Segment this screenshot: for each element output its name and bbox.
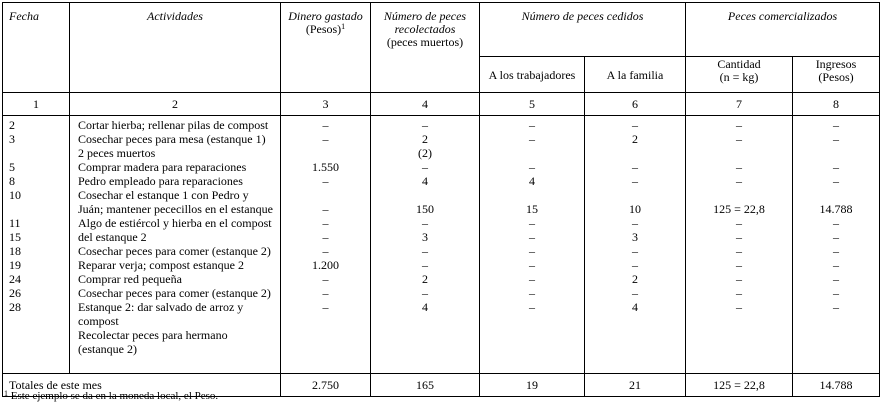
header-actividades: Actividades — [70, 3, 281, 93]
cell-familia — [585, 329, 685, 343]
col-trabajadores — [480, 116, 585, 374]
cell-actividades: Cosechar el estanque 1 con Pedro y — [78, 189, 249, 202]
totals-dinero: 2.750 — [281, 374, 371, 397]
cell-dinero — [281, 357, 370, 371]
header-familia: A la familia — [585, 57, 686, 93]
cell-actividades: Cosechar peces para comer (estanque 2) — [78, 287, 271, 300]
cell-trabajadores — [480, 343, 584, 357]
header-dinero-line2: (Pesos) — [305, 22, 342, 36]
cell-ingresos: – — [833, 273, 840, 286]
footnote-marker: 1 — [4, 389, 8, 398]
header-dinero-line1: Dinero gastado — [288, 9, 363, 23]
cell-cantidad: – — [736, 273, 743, 286]
cell-ingresos: – — [833, 287, 840, 300]
cell-fecha: 28 — [9, 301, 21, 314]
header-cantidad-line1: Cantidad — [717, 57, 761, 71]
cell-cantidad: – — [736, 119, 743, 132]
column-number: 4 — [371, 93, 480, 116]
cell-fecha: 19 — [9, 259, 21, 272]
cell-trabajadores — [480, 329, 584, 343]
header-fecha: Fecha — [3, 3, 70, 93]
cell-actividades: Cortar hierba; rellenar pilas de compost — [78, 119, 269, 132]
cell-cantidad — [686, 315, 792, 329]
totals-cantidad: 125 = 22,8 — [686, 374, 793, 397]
cell-cantidad: – — [736, 259, 743, 272]
cell-ingresos: – — [833, 245, 840, 258]
cell-actividades: (estanque 2) — [78, 343, 137, 356]
cell-trabajadores: – — [529, 273, 535, 286]
cell-actividades — [78, 357, 280, 371]
cell-actividades: Recolectar peces para hermano — [78, 329, 228, 342]
header-ingresos-line1: Ingresos — [815, 57, 857, 71]
cell-fecha — [9, 329, 69, 343]
cell-fecha: 2 — [9, 119, 15, 132]
cell-familia: 2 — [632, 133, 638, 146]
col-familia — [585, 116, 686, 374]
cell-dinero: – — [322, 203, 329, 216]
col-recolectados — [371, 116, 480, 374]
header-recolectados-line2: recolectados — [394, 22, 456, 36]
cell-trabajadores: – — [529, 259, 535, 272]
cell-recolectados: 2 — [422, 273, 428, 286]
cell-cantidad — [686, 189, 792, 203]
cell-actividades: compost — [78, 315, 119, 328]
cell-ingresos: – — [833, 133, 840, 146]
cell-recolectados — [371, 315, 479, 329]
cell-recolectados: – — [422, 245, 428, 258]
cell-cantidad — [686, 147, 792, 161]
totals-familia: 21 — [585, 374, 686, 397]
cell-cantidad: – — [736, 245, 743, 258]
cell-recolectados: – — [422, 161, 428, 174]
activities-body-row — [3, 116, 880, 374]
cell-actividades: Pedro empleado para reparaciones — [78, 175, 243, 188]
cell-trabajadores — [480, 357, 584, 371]
column-number: 5 — [480, 93, 585, 116]
cell-cantidad — [686, 343, 792, 357]
cell-dinero: – — [322, 231, 329, 244]
cell-recolectados — [371, 357, 479, 371]
column-number: 7 — [686, 93, 793, 116]
cell-dinero: – — [322, 119, 329, 132]
cell-dinero: 1.200 — [312, 259, 339, 272]
cell-ingresos: – — [833, 217, 840, 230]
cell-trabajadores — [480, 189, 584, 203]
header-cedidos: Número de peces cedidos — [480, 3, 686, 57]
header-dinero — [281, 3, 371, 93]
cell-trabajadores — [480, 315, 584, 329]
cell-fecha — [9, 357, 69, 371]
cell-actividades: Juán; mantener pececillos en el estanque — [78, 203, 273, 216]
cell-fecha — [9, 343, 69, 357]
cell-dinero — [281, 147, 370, 161]
cell-fecha: 24 — [9, 273, 21, 286]
cell-actividades: Comprar madera para reparaciones — [78, 161, 247, 174]
cell-ingresos — [793, 343, 879, 357]
cell-trabajadores: – — [529, 217, 535, 230]
cell-actividades: del estanque 2 — [78, 231, 147, 244]
cell-fecha — [9, 203, 69, 217]
cell-familia — [585, 357, 685, 371]
cell-actividades: Algo de estiércol y hierba en el compost — [78, 217, 272, 230]
cell-dinero: – — [322, 301, 329, 314]
footnote-text: Este ejemplo se da en la moneda local, el Peso. — [10, 390, 219, 402]
column-number: 6 — [585, 93, 686, 116]
cell-familia: – — [632, 119, 638, 132]
cell-recolectados — [371, 343, 479, 357]
col-dinero — [281, 116, 371, 374]
cell-cantidad — [686, 329, 792, 343]
column-number: 1 — [3, 93, 70, 116]
cell-fecha — [9, 315, 69, 329]
col-cantidad — [686, 116, 793, 374]
cell-fecha: 26 — [9, 287, 21, 300]
cell-cantidad: – — [736, 175, 743, 188]
col-actividades — [70, 116, 281, 374]
cell-cantidad — [686, 357, 792, 371]
cell-dinero: 1.550 — [312, 161, 339, 174]
cell-familia: – — [632, 175, 638, 188]
header-recolectados — [371, 3, 480, 93]
col-ingresos — [793, 116, 880, 374]
cell-trabajadores: – — [529, 301, 535, 314]
cell-dinero: – — [322, 287, 329, 300]
cell-fecha: 10 — [9, 189, 21, 202]
cell-cantidad: – — [736, 231, 743, 244]
totals-recolectados: 165 — [371, 374, 480, 397]
cell-fecha: 3 — [9, 133, 15, 146]
cell-actividades: Cosechar peces para comer (estanque 2) — [78, 245, 271, 258]
cell-trabajadores: – — [529, 231, 535, 244]
cell-trabajadores: 4 — [529, 175, 535, 188]
cell-actividades: Reparar verja; compost estanque 2 — [78, 259, 244, 272]
header-trabajadores: A los trabajadores — [480, 57, 585, 93]
totals-label: Totales de este mes — [3, 374, 281, 397]
header-ingresos-line2: (Pesos) — [818, 70, 854, 84]
cell-ingresos: – — [833, 231, 840, 244]
cell-ingresos: – — [833, 301, 840, 314]
cell-actividades: 2 peces muertos — [78, 147, 156, 160]
cell-ingresos: – — [833, 175, 840, 188]
cell-actividades: Cosechar peces para mesa (estanque 1) — [78, 133, 266, 146]
cell-cantidad: 125 = 22,8 — [713, 203, 765, 216]
cell-trabajadores: 15 — [526, 203, 538, 216]
header-cantidad — [686, 57, 793, 93]
cell-dinero — [281, 189, 370, 203]
cell-familia: 3 — [632, 231, 638, 244]
column-number: 3 — [281, 93, 371, 116]
header-cantidad-line2: (n = kg) — [719, 70, 759, 84]
cell-familia — [585, 343, 685, 357]
cell-recolectados — [371, 189, 479, 203]
cell-ingresos — [793, 189, 879, 203]
cell-trabajadores — [480, 147, 584, 161]
cell-familia: – — [632, 287, 638, 300]
cell-familia — [585, 189, 685, 203]
cell-ingresos: – — [833, 259, 840, 272]
totals-trabajadores: 19 — [480, 374, 585, 397]
column-number: 8 — [793, 93, 880, 116]
cell-actividades: Estanque 2: dar salvado de arroz y — [78, 301, 244, 314]
header-recolectados-line3: (peces muertos) — [386, 35, 464, 49]
cell-familia: – — [632, 245, 638, 258]
cell-trabajadores: – — [529, 161, 535, 174]
cell-ingresos: – — [833, 161, 840, 174]
cell-recolectados: 4 — [422, 175, 428, 188]
cell-dinero: – — [322, 217, 329, 230]
cell-actividades: Comprar red pequeña — [78, 273, 182, 286]
cell-ingresos — [793, 329, 879, 343]
cell-cantidad: – — [736, 161, 743, 174]
cell-trabajadores: – — [529, 119, 535, 132]
cell-recolectados: 2 — [422, 133, 428, 146]
cell-recolectados — [371, 329, 479, 343]
cell-trabajadores: – — [529, 245, 535, 258]
cell-recolectados: – — [422, 119, 428, 132]
cell-dinero: – — [322, 245, 329, 258]
cell-familia — [585, 315, 685, 329]
cell-ingresos — [793, 147, 879, 161]
footnote-ref: 1 — [341, 22, 346, 31]
cell-fecha — [9, 147, 69, 161]
cell-ingresos — [793, 357, 879, 371]
cell-recolectados: 3 — [422, 231, 428, 244]
cell-dinero: – — [322, 133, 329, 146]
cell-familia: 2 — [632, 273, 638, 286]
col-fecha — [3, 116, 70, 374]
cell-dinero — [281, 329, 370, 343]
header-ingresos — [793, 57, 880, 93]
cell-ingresos: – — [833, 119, 840, 132]
cell-ingresos: 14.788 — [819, 203, 853, 216]
cell-recolectados: (2) — [418, 147, 432, 160]
cell-familia: 4 — [632, 301, 638, 314]
header-comercializados: Peces comercializados — [686, 3, 880, 57]
cell-recolectados: – — [422, 287, 428, 300]
cell-familia — [585, 147, 685, 161]
cell-dinero — [281, 343, 370, 357]
header-row-main — [3, 3, 880, 57]
cell-familia: – — [632, 259, 638, 272]
cell-dinero: – — [322, 273, 329, 286]
cell-trabajadores: – — [529, 287, 535, 300]
cell-cantidad: – — [736, 301, 743, 314]
cell-familia: – — [632, 217, 638, 230]
column-number: 2 — [70, 93, 281, 116]
cell-fecha: 11 — [9, 217, 21, 230]
cell-dinero — [281, 315, 370, 329]
cell-dinero: – — [322, 175, 329, 188]
cell-cantidad: – — [736, 217, 743, 230]
cell-cantidad: – — [736, 287, 743, 300]
cell-fecha: 8 — [9, 175, 15, 188]
cell-familia: 10 — [629, 203, 641, 216]
cell-cantidad: – — [736, 133, 743, 146]
cell-fecha: 18 — [9, 245, 21, 258]
totals-ingresos: 14.788 — [793, 374, 880, 397]
fish-farm-records-table — [2, 2, 880, 397]
cell-recolectados: 150 — [416, 203, 434, 216]
cell-recolectados: – — [422, 217, 428, 230]
cell-familia: – — [632, 161, 638, 174]
header-recolectados-line1: Número de peces — [383, 9, 467, 23]
cell-recolectados: – — [422, 259, 428, 272]
footnote — [4, 390, 218, 402]
cell-ingresos — [793, 315, 879, 329]
column-number-row — [3, 93, 880, 116]
cell-recolectados: 4 — [422, 301, 428, 314]
cell-fecha: 5 — [9, 161, 15, 174]
cell-fecha: 15 — [9, 231, 21, 244]
cell-trabajadores: – — [529, 133, 535, 146]
